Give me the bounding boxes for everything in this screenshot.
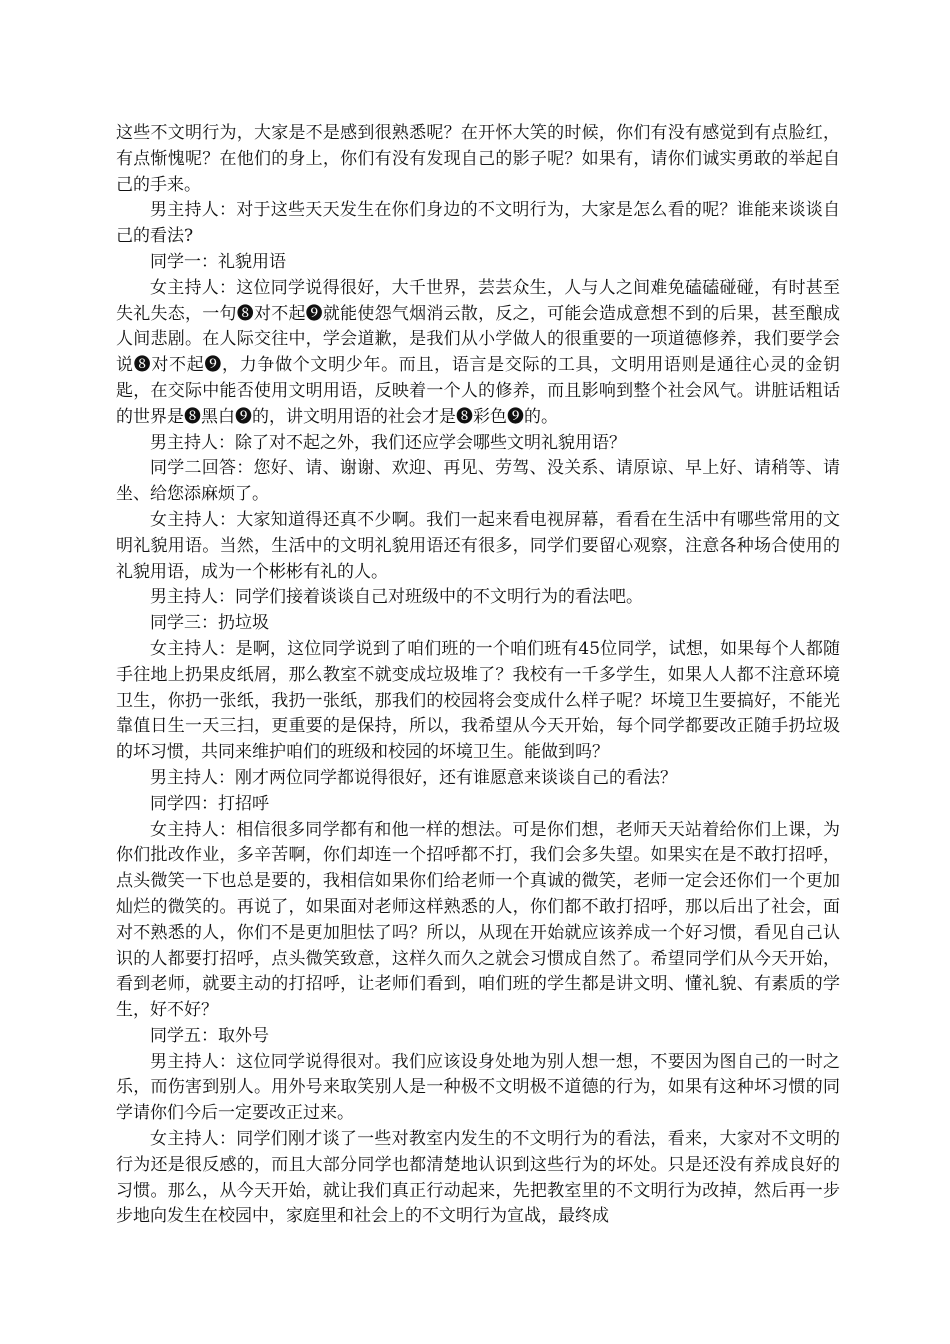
paragraph-continuation: 这些不文明行为，大家是不是感到很熟悉呢？在开怀大笑的时候，你们有没有感觉到有点脸红，有点惭愧呢？在他们的身上，你们有没有发现自己的影子呢？如果有，请你们诚实勇敢的举起自己的手来。 — [116, 123, 840, 195]
paragraph-female-host-summary: 女主持人：同学们刚才谈了一些对教室内发生的不文明行为的看法，看来，大家对不文明的行为还是很反感的，而且大部分同学也都清楚地认识到这些行为的坏处。只是还没有养成良好的习惯。那么，从今天开始，就让我们真正行动起来，先把教室里的不文明行为改掉，然后再一步步地向发生在校园中，家庭里和社会上的不文明行为宣战，最终成 — [116, 1129, 840, 1227]
paragraph-student-one: 同学一：礼貌用语 — [150, 251, 286, 272]
paragraph-male-host-polite-words: 男主持人：除了对不起之外，我们还应学会哪些文明礼貌用语？ — [150, 432, 626, 453]
paragraph-female-host-greeting: 女主持人：相信很多同学都有和他一样的想法。可是你们想，老师天天站着给你们上课，为你们批改作业，多辛苦啊，你们却连一个招呼都不打，我们会多失望。如果实在是不敢打招呼，点头微笑一下也总是要的，我相信如果你们给老师一个真诚的微笑，老师一定会还你们一个更加灿烂的微笑的。再说了，如果面对老师这样熟悉的人，你们都不敢打招呼，那以后出了社会，面对不熟悉的人，你们不是更加胆怯了吗？所以，从现在开始就应该养成一个好习惯，看见自己认识的人都要打招呼，点头微笑致意，这样久而久之就会习惯成自然了。希望同学们从今天开始，看到老师，就要主动的打招呼，让老师们看到，咱们班的学生都是讲文明、懂礼貌、有素质的学生，好不好？ — [116, 819, 840, 1021]
document-body — [116, 121, 840, 1230]
paragraph-male-host-nicknames: 男主持人：这位同学说得很对。我们应该设身处地为别人想一想，不要因为图自己的一时之乐，而伤害到别人。用外号来取笑别人是一种极不文明极不道德的行为，如果有这种坏习惯的同学请你们今后一定要改正过来。 — [116, 1051, 840, 1124]
paragraph-student-two-answer: 同学二回答：您好、请、谢谢、欢迎、再见、劳驾、没关系、请原谅、早上好、请稍等、请坐、给您添麻烦了。 — [116, 458, 840, 505]
paragraph-student-five: 同学五：取外号 — [150, 1025, 269, 1046]
paragraph-student-three: 同学三：扔垃圾 — [150, 613, 269, 634]
paragraph-female-host-screen: 女主持人：大家知道得还真不少啊。我们一起来看电视屏幕，看看在生活中有哪些常用的文明礼貌用语。当然，生活中的文明礼貌用语还有很多，同学们要留心观察，注意各种场合使用的礼貌用语，成为一个彬彬有礼的人。 — [116, 509, 840, 582]
paragraph-female-host-apology: 女主持人：这位同学说得很好，大千世界，芸芸众生，人与人之间难免磕磕碰碰，有时甚至失礼失态，一句❽对不起❾就能使怨气烟消云散，反之，可能会造成意想不到的后果，甚至酿成人间悲剧。在人际交往中，学会道歉，是我们从小学做人的很重要的一项道德修养，我们要学会说❽对不起❾，力争做个文明少年。而且，语言是交际的工具，文明用语则是通往心灵的金钥匙，在交际中能否使用文明用语，反映着一个人的修养，而且影响到整个社会风气。讲脏话粗话的世界是❽黑白❾的，讲文明用语的社会才是❽彩色❾的。 — [116, 277, 840, 427]
paragraph-female-host-litter: 女主持人：是啊，这位同学说到了咱们班的一个咱们班有45位同学，试想，如果每个人都随手往地上扔果皮纸屑，那么教室不就变成垃圾堆了？我校有一千多学生，如果人人都不注意环境卫生，你扔一张纸，我扔一张纸，那我们的校园将会变成什么样子呢？坏境卫生要搞好，不能光靠值日生一天三扫，更重要的是保持，所以，我希望从今天开始，每个同学都要改正随手扔垃圾的坏习惯，共同来维护咱们的班级和校园的坏境卫生。能做到吗？ — [116, 638, 840, 763]
paragraph-male-host-question: 男主持人：对于这些天天发生在你们身边的不文明行为，大家是怎么看的呢？谁能来谈谈自己的看法? — [116, 200, 840, 247]
paragraph-student-four: 同学四：打招呼 — [150, 793, 269, 814]
paragraph-male-host-class: 男主持人：同学们接着谈谈自己对班级中的不文明行为的看法吧。 — [150, 587, 643, 608]
paragraph-male-host-others: 男主持人：刚才两位同学都说得很好，还有谁愿意来谈谈自己的看法？ — [150, 767, 677, 788]
